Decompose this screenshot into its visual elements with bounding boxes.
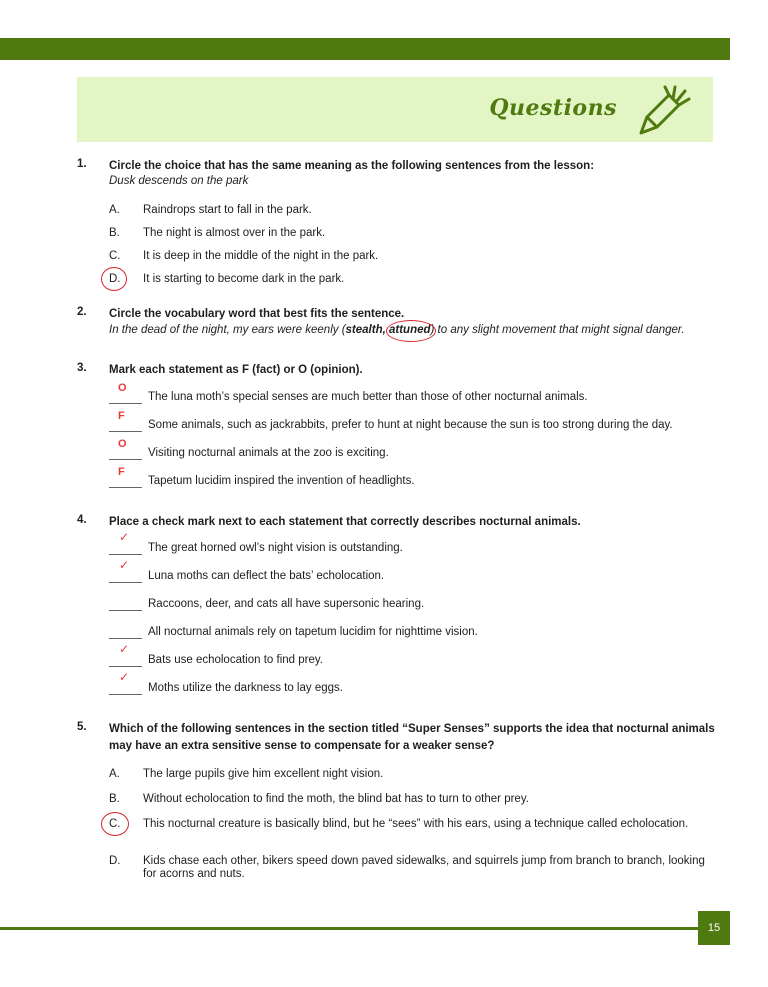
- question-number: 3.: [77, 362, 87, 374]
- header-title: Questions: [489, 95, 617, 121]
- option-text: The night is almost over in the park.: [143, 227, 326, 239]
- statement-text: Luna moths can deflect the bats’ echolocation.: [148, 570, 385, 582]
- option-letter: B.: [109, 227, 120, 239]
- sentence-part: In the dead of the night, my ears were keenly (: [109, 324, 346, 336]
- check-mark-icon: ✓: [119, 642, 130, 656]
- statement-text: The great horned owl’s night vision is outstanding.: [148, 542, 403, 554]
- question-number: 4.: [77, 514, 87, 526]
- option-text: It is starting to become dark in the park.: [143, 273, 345, 285]
- statement-text: Raccoons, deer, and cats all have supersonic hearing.: [148, 598, 425, 610]
- check-mark-icon: ✓: [119, 670, 130, 684]
- answer-mark: O: [118, 382, 127, 394]
- footer-line: [0, 927, 698, 930]
- check-mark-icon: ✓: [119, 530, 130, 544]
- sentence-part: ) to any slight movement that might signal danger.: [430, 324, 685, 336]
- statement-text: Bats use echolocation to find prey.: [148, 654, 323, 666]
- question-text: Circle the choice that has the same meaning as the following sentences from the lesson:: [109, 160, 595, 172]
- statement-text: Visiting nocturnal animals at the zoo is exciting.: [148, 447, 389, 459]
- answer-blank[interactable]: [109, 694, 142, 695]
- answer-blank[interactable]: [109, 403, 142, 404]
- option-letter: C.: [109, 250, 121, 262]
- answer-circle-q2: [386, 320, 436, 342]
- answer-blank[interactable]: [109, 459, 142, 460]
- answer-blank[interactable]: [109, 554, 142, 555]
- option-text: This nocturnal creature is basically blind, but he “sees” with his ears, using a technique called echolocation.: [143, 818, 689, 830]
- answer-mark: F: [118, 466, 125, 478]
- answer-mark: O: [118, 438, 127, 450]
- statement-text: The luna moth’s special senses are much better than those of other nocturnal animals.: [148, 391, 588, 403]
- vocab-word: attuned: [389, 324, 431, 336]
- option-text: Without echolocation to find the moth, the blind bat has to turn to other prey.: [143, 793, 529, 805]
- question-number: 5.: [77, 721, 87, 733]
- option-letter: C.: [109, 818, 121, 830]
- question-text: Mark each statement as F (fact) or O (opinion).: [109, 364, 363, 376]
- check-mark-icon: ✓: [119, 558, 130, 572]
- answer-blank[interactable]: [109, 666, 142, 667]
- statement-text: All nocturnal animals rely on tapetum lucidim for nighttime vision.: [148, 626, 478, 638]
- question-text: Which of the following sentences in the section titled “Super Senses” supports the idea that nocturnal animals may have an extra sensitive sense to compensate for a weaker sense?: [109, 723, 715, 752]
- answer-blank[interactable]: [109, 582, 142, 583]
- option-letter: A.: [109, 204, 120, 216]
- option-text: The large pupils give him excellent night vision.: [143, 768, 384, 780]
- questions-header: [77, 77, 713, 142]
- option-text: It is deep in the middle of the night in the park.: [143, 250, 379, 262]
- question-text: Circle the vocabulary word that best fits the sentence.: [109, 308, 405, 320]
- question-quote: Dusk descends on the park: [109, 175, 249, 187]
- statement-text: Tapetum lucidim inspired the invention of headlights.: [148, 475, 415, 487]
- top-accent-bar: [0, 38, 730, 60]
- option-letter: A.: [109, 768, 120, 780]
- question-number: 2.: [77, 306, 87, 318]
- question-number: 1.: [77, 158, 87, 170]
- question-text: Place a check mark next to each statement that correctly describes nocturnal animals.: [109, 516, 581, 528]
- statement-text: Moths utilize the darkness to lay eggs.: [148, 682, 343, 694]
- answer-blank[interactable]: [109, 431, 142, 432]
- answer-blank[interactable]: [109, 638, 142, 639]
- answer-circle-q1: [101, 267, 127, 291]
- vocab-word: stealth,: [345, 324, 386, 336]
- option-text: Raindrops start to fall in the park.: [143, 204, 312, 216]
- option-text: Kids chase each other, bikers speed down paved sidewalks, and squirrels jump from branch to branch, looking for acorns and nuts.: [143, 855, 705, 880]
- option-letter: D.: [109, 855, 121, 867]
- pencil-icon: [635, 83, 691, 139]
- statement-text: Some animals, such as jackrabbits, prefer to hunt at night because the sun is too strong during the day.: [148, 419, 673, 431]
- page-number: 15: [698, 911, 730, 945]
- answer-blank[interactable]: [109, 487, 142, 488]
- answer-blank[interactable]: [109, 610, 142, 611]
- answer-mark: F: [118, 410, 125, 422]
- answer-circle-q5: [101, 812, 129, 836]
- option-letter: B.: [109, 793, 120, 805]
- option-letter: D.: [109, 273, 121, 285]
